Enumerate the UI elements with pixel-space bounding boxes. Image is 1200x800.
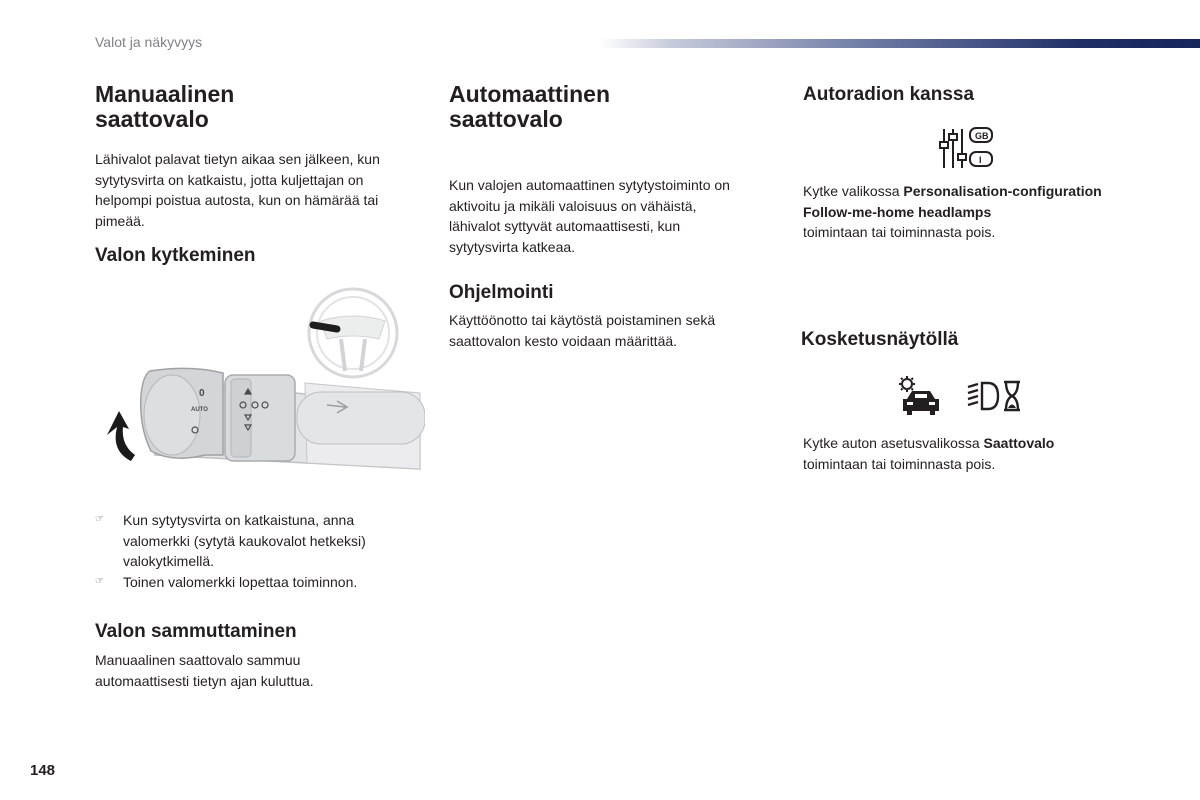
radio-instructions-text: Kytke valikossa xyxy=(803,183,904,199)
automatic-follow-me-title: Automaattinen saattovalo xyxy=(449,81,610,132)
touch-instructions-text-end: toimintaan tai toiminnasta pois. xyxy=(803,455,996,472)
follow-me-home-headlamps-icon xyxy=(966,379,1022,413)
rotation-arrow-icon xyxy=(107,411,135,461)
steering-wheel-icon xyxy=(309,289,397,377)
radio-menu-path: Personalisation-configuration Follow-me-home headlamps xyxy=(803,183,1102,220)
programming-heading: Ohjelmointi xyxy=(449,282,554,303)
page-number: 148 xyxy=(30,762,56,779)
list-item xyxy=(95,572,405,593)
touch-instructions xyxy=(803,433,1138,474)
pointing-hand-icon: ☞ xyxy=(95,514,104,525)
radio-icon-label-i: I xyxy=(979,155,982,165)
programming-text: Käyttöönotto tai käytöstä poistaminen sekä saattovalon kesto voidaan määrittää. xyxy=(449,312,716,349)
with-radio-heading: Autoradion kanssa xyxy=(803,84,975,105)
switch-on-steps xyxy=(95,510,405,592)
lighting-stalk-illustration xyxy=(95,287,425,477)
switch-on-heading: Valon kytkeminen xyxy=(95,245,256,266)
automatic-follow-me-intro: Kun valojen automaattinen sytytystoiminto on aktivoitu ja mikäli valoisuus on vähäistä, lähivalot syttyvät automaattisesti, kun sytytysvirta katkeaa. xyxy=(449,177,730,255)
radio-instructions-text-end: toimintaan tai toiminnasta pois. xyxy=(803,224,996,240)
pointing-hand-icon: ☞ xyxy=(95,575,104,587)
radio-icon-label-gb: GB xyxy=(975,131,989,141)
bullet-text: Toinen valomerkki lopettaa toiminnon. xyxy=(123,573,358,590)
header-decorative-bar xyxy=(600,39,1200,48)
touch-instructions-text: Kytke auton asetusvalikossa xyxy=(803,435,984,451)
switch-off-text: Manuaalinen saattovalo sammuu automaattisesti tietyn ajan kuluttua. xyxy=(95,652,314,689)
manual-follow-me-intro: Lähivalot palavat tietyn aikaa sen jälkeen, kun sytytysvirta on katkaistu, jotta kuljettajan on helpompi poistua autosta, kun on hämärää tai pimeää. xyxy=(95,151,380,229)
stalk-label-off: 0 xyxy=(199,388,205,399)
touch-menu-item: Saattovalo xyxy=(983,435,1055,451)
radio-settings-icon xyxy=(939,126,995,172)
header-section-title: Valot ja näkyvyys xyxy=(95,34,203,50)
bullet-text: Kun sytytysvirta on katkaistuna, anna valomerkki (sytytä kaukovalot hetkeksi) valokytkimellä. xyxy=(123,512,366,569)
manual-follow-me-title: Manuaalinen saattovalo xyxy=(95,81,235,132)
list-item xyxy=(95,510,405,572)
touchscreen-heading: Kosketusnäytöllä xyxy=(801,329,959,350)
stalk-label-auto: AUTO xyxy=(191,407,208,413)
radio-instructions xyxy=(803,181,1138,243)
switch-off-heading: Valon sammuttaminen xyxy=(95,621,297,642)
vehicle-settings-icon xyxy=(897,375,943,417)
